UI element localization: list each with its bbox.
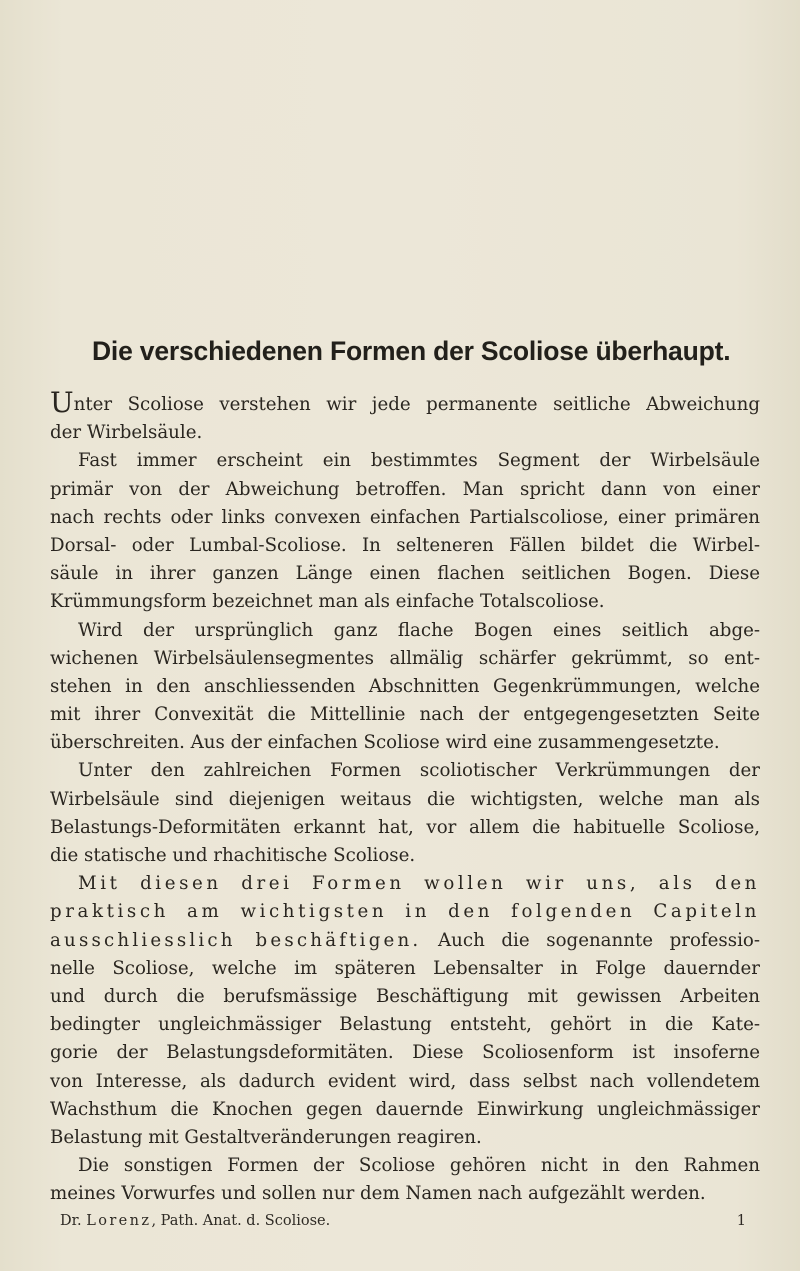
text-line: Wachsthum die Knochen gegen dauernde Einwirkung ungleichmässiger — [50, 1098, 760, 1120]
text-line: Unter den zahlreichen Formen scoliotischer Verkrümmungen der — [78, 760, 760, 782]
text-line: Unter Scoliose verstehen wir jede permanente seitliche Abweichung — [50, 386, 760, 419]
text-line: Fast immer erscheint ein bestimmtes Segment der Wirbelsäule — [78, 450, 760, 472]
text-line: die statische und rhachitische Scoliose. — [50, 845, 416, 866]
text-line: Belastungs-Deformitäten erkannt hat, vor allem die habituelle Scoliose, — [50, 816, 760, 838]
text-line: mit ihrer Convexität die Mittellinie nach der entgegengesetzten Seite — [50, 704, 760, 726]
footer-prefix: Dr. — [60, 1213, 82, 1229]
text-line: primär von der Abweichung betroffen. Man spricht dann von einer — [50, 478, 760, 500]
text-line: Belastung mit Gestaltveränderungen reagiren. — [50, 1126, 482, 1148]
drop-cap: U — [50, 386, 74, 419]
page-footer — [60, 1212, 760, 1230]
text-line: der Wirbelsäule. — [50, 422, 203, 444]
footer-source: , Path. Anat. d. Scoliose. — [151, 1213, 331, 1229]
body-text — [50, 386, 761, 1208]
emphasized-line: praktisch am wichtigsten in den folgenden Capiteln — [50, 901, 760, 923]
text-line: nach rechts oder links convexen einfachen Partialscoliose, einer primären — [50, 506, 760, 528]
signature-mark: 1 — [736, 1213, 746, 1229]
text-line: meines Vorwurfes und sollen nur dem Namen nach aufgezählt werden. — [50, 1183, 706, 1205]
text-line: stehen in den anschliessenden Abschnitten Gegenkrümmungen, welche — [50, 675, 760, 697]
text-line: gorie der Belastungsdeformitäten. Diese Scoliosenform ist insoferne — [50, 1042, 760, 1064]
text-line: Wirbelsäule sind diejenigen weitaus die wichtigsten, welche man als — [50, 788, 760, 810]
text-line: von Interesse, als dadurch evident wird, dass selbst nach vollendetem — [50, 1070, 760, 1092]
chapter-title: Die verschiedenen Formen der Scoliose überhaupt. — [92, 336, 731, 366]
text-line: Die sonstigen Formen der Scoliose gehören nicht in den Rahmen — [78, 1155, 760, 1177]
text-line: wichenen Wirbelsäulensegmentes allmälig schärfer gekrümmt, so ent- — [50, 647, 760, 669]
text-line: Dorsal- oder Lumbal-Scoliose. In selteneren Fällen bildet die Wirbel- — [50, 534, 760, 556]
text-line: überschreiten. Aus der einfachen Scoliose wird eine zusammengesetzte. — [50, 732, 720, 754]
emphasized-line: Mit diesen drei Formen wollen wir uns, als den — [78, 873, 760, 895]
footer-author: Lorenz — [86, 1213, 152, 1229]
text-line: bedingter ungleichmässiger Belastung entsteht, gehört in die Kate- — [50, 1014, 760, 1036]
text-line: nelle Scoliose, welche im späteren Lebensalter in Folge dauernder — [50, 957, 760, 979]
text-line: und durch die berufsmässige Beschäftigung mit gewissen Arbeiten — [50, 985, 760, 1007]
text-line: säule in ihrer ganzen Länge einen flachen seitlichen Bogen. Diese — [50, 563, 760, 585]
text-line: Krümmungsform bezeichnet man als einfache Totalscoliose. — [50, 591, 605, 613]
text-line: ausschliesslich beschäftigen. Auch die sogenannte professio- — [50, 929, 761, 951]
emphasized-text: ausschliesslich beschäftigen. — [50, 929, 422, 951]
text-line: Wird der ursprünglich ganz flache Bogen eines seitlich abge- — [78, 619, 760, 641]
